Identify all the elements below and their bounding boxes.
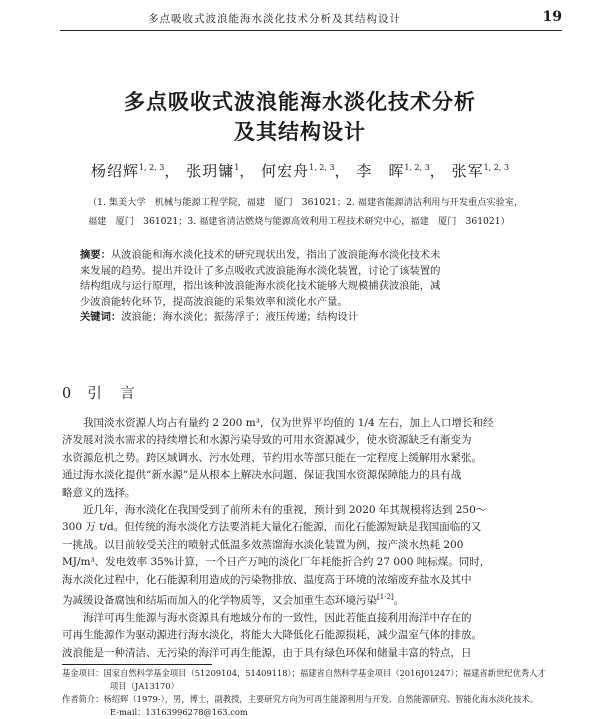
section-heading bbox=[62, 382, 137, 403]
footnote-rule bbox=[62, 664, 212, 665]
author-affil-sup: 1 bbox=[234, 163, 240, 172]
author-name: 张玥镛 bbox=[186, 162, 235, 180]
author-name: 杨绍辉 bbox=[90, 162, 139, 180]
paper-title-line-1: 多点吸收式波浪能海水淡化技术分析 bbox=[124, 90, 476, 114]
affiliation-line-1: （1. 集美大学 机械与能源工程学院，福建 厦门 361021；2. 福建省能源清洁利用与开发重点实验室， bbox=[88, 197, 524, 208]
author-affil-sup: 1, 2, 3 bbox=[404, 163, 430, 172]
author-affil-sup: 1, 2, 3 bbox=[138, 163, 165, 172]
body-line: 波浪能是一种清洁、无污染的海洋可再生能源，由于具有绿色环保和储量丰富的特点，日 bbox=[62, 646, 472, 659]
running-title: 多点吸收式波浪能海水淡化技术分析及其结构设计 bbox=[148, 13, 401, 25]
abstract-line: 结构组成与运行原理，指出该种波浪能海水淡化技术能够大规模捕获波浪能，减 bbox=[80, 280, 441, 293]
footnotes bbox=[62, 667, 562, 719]
affiliation-line-2-prefix: 福建 bbox=[88, 216, 116, 227]
running-header bbox=[60, 8, 562, 31]
body-line: 通过海水淡化提供“新水源”是从根本上解决水问题、保证我国水资源保障能力的具有战 bbox=[62, 469, 462, 482]
body-line: 济发展对淡水需求的持续增长和水源污染导致的可用水资源减少，使水资源缺乏有渐变为 bbox=[62, 434, 472, 447]
body-line: 海水淡化过程中，化石能源利用造成的污染物排放、温度高于环境的浓缩废弃盐水及其中 bbox=[62, 573, 472, 586]
keywords-line bbox=[80, 310, 520, 326]
author-name: 李 晖 bbox=[356, 162, 405, 180]
abstract-block bbox=[80, 248, 520, 326]
body-line-end: 。 bbox=[393, 594, 405, 607]
paper-title-line-2: 及其结构设计 bbox=[234, 120, 366, 144]
body-line: 近几年，海水淡化在我国受到了前所未有的重视，预计到 2020 年其规模将达到 250～ bbox=[83, 504, 487, 517]
footnote-line: E-mail：13163996278@163.com bbox=[110, 707, 248, 717]
body-line: 我国淡水资源人均占有量约 2 200 m³，仅为世界平均值的 1/4 左右，加上人口增长和经 bbox=[83, 417, 494, 429]
body-line bbox=[62, 589, 552, 610]
abstract-label: 摘要： bbox=[80, 249, 111, 261]
footnote-line: 作者简介：杨绍辉（1979-），男，博士，副教授，主要研究方向为可再生能源利用与开发、自然能源研究、智能化海水淡化技术。 bbox=[62, 694, 539, 704]
author-affil-sup: 1, 2, 3 bbox=[483, 163, 510, 172]
author-name: 何宏舟 bbox=[261, 162, 310, 180]
body-text bbox=[62, 415, 552, 662]
citation-ref: [1-2] bbox=[377, 593, 394, 602]
abstract-line: 少波浪能转化环节，提高波浪能的采集效率和淡化水产量。 bbox=[80, 295, 348, 308]
affiliations bbox=[88, 193, 548, 231]
footnote-line: 基金项目：国家自然科学基金项目（51209104，51409118）；福建省自然科学基金项目（2016J01247）；福建省新世纪优秀人才 bbox=[62, 668, 546, 678]
body-line: 一挑战。以目前较受关注的喷射式低温多效蒸馏海水淡化装置为例，按产淡水热耗 200 bbox=[62, 538, 464, 551]
body-line: MJ/m³、发电效率 35%计算，一个日产万吨的淡化厂年耗能折合约 27 000 吨标煤。同时， bbox=[62, 556, 491, 569]
author-list: 杨绍辉$^{1, 2, 3}$， 张玥镛$^1$， 何宏舟$^{1, 2, 3}$， 李 晖$^{1, 2, 3}$， 张军$^{1, 2, 3}$ bbox=[90, 162, 510, 180]
section-number: 0 bbox=[62, 386, 74, 402]
affiliation-line-2 bbox=[88, 212, 548, 231]
body-line: 300 万 t/d。但传统的海水淡化方法要消耗大量化石能源，而化石能源短缺是我国面临的又 bbox=[62, 521, 482, 534]
page-number: 19 bbox=[542, 9, 562, 25]
author-name: 张军 bbox=[451, 162, 484, 180]
keywords-text: 波浪能；海水淡化；振荡浮子；液压传递；结构设计 bbox=[121, 311, 359, 324]
body-line: 可再生能源作为驱动源进行海水淡化，将能大大降低化石能源损耗，减少温室气体的排放。 bbox=[62, 629, 482, 642]
keywords-label: 关键词： bbox=[80, 311, 122, 324]
abstract-line: 来发展的趋势。提出并设计了多点吸收式波浪能海水淡化装置，讨论了该装置的 bbox=[80, 264, 441, 277]
body-line-text: 为减缓设备腐蚀和结垢而加入的化学物质等，又会加重生态环境污染 bbox=[62, 594, 377, 607]
affiliation-line-2-text: 厦门 361021；3. 福建省清洁燃烧与能源高效利用工程技术研究中心，福建 厦门 361021） bbox=[115, 216, 510, 227]
abstract-text: 从波浪能和海水淡化技术的研究现状出发，指出了波浪能海水淡化技术未 bbox=[110, 249, 441, 261]
body-line: 水资源危机之势。跨区域调水、污水处理、节约用水等部只能在一定程度上缓解用水紧张。 bbox=[62, 451, 482, 464]
author-affil-sup: 1, 2, 3 bbox=[309, 163, 335, 172]
section-title: 引 言 bbox=[87, 386, 137, 402]
body-line: 略意义的选择。 bbox=[62, 486, 136, 499]
abstract-line bbox=[80, 248, 520, 264]
body-line: 海洋可再生能源与海水资源具有地域分布的一致性，因此若能直接利用海洋中存在的 bbox=[83, 611, 472, 624]
footnote-line: 项目（JA13170） bbox=[110, 681, 179, 691]
